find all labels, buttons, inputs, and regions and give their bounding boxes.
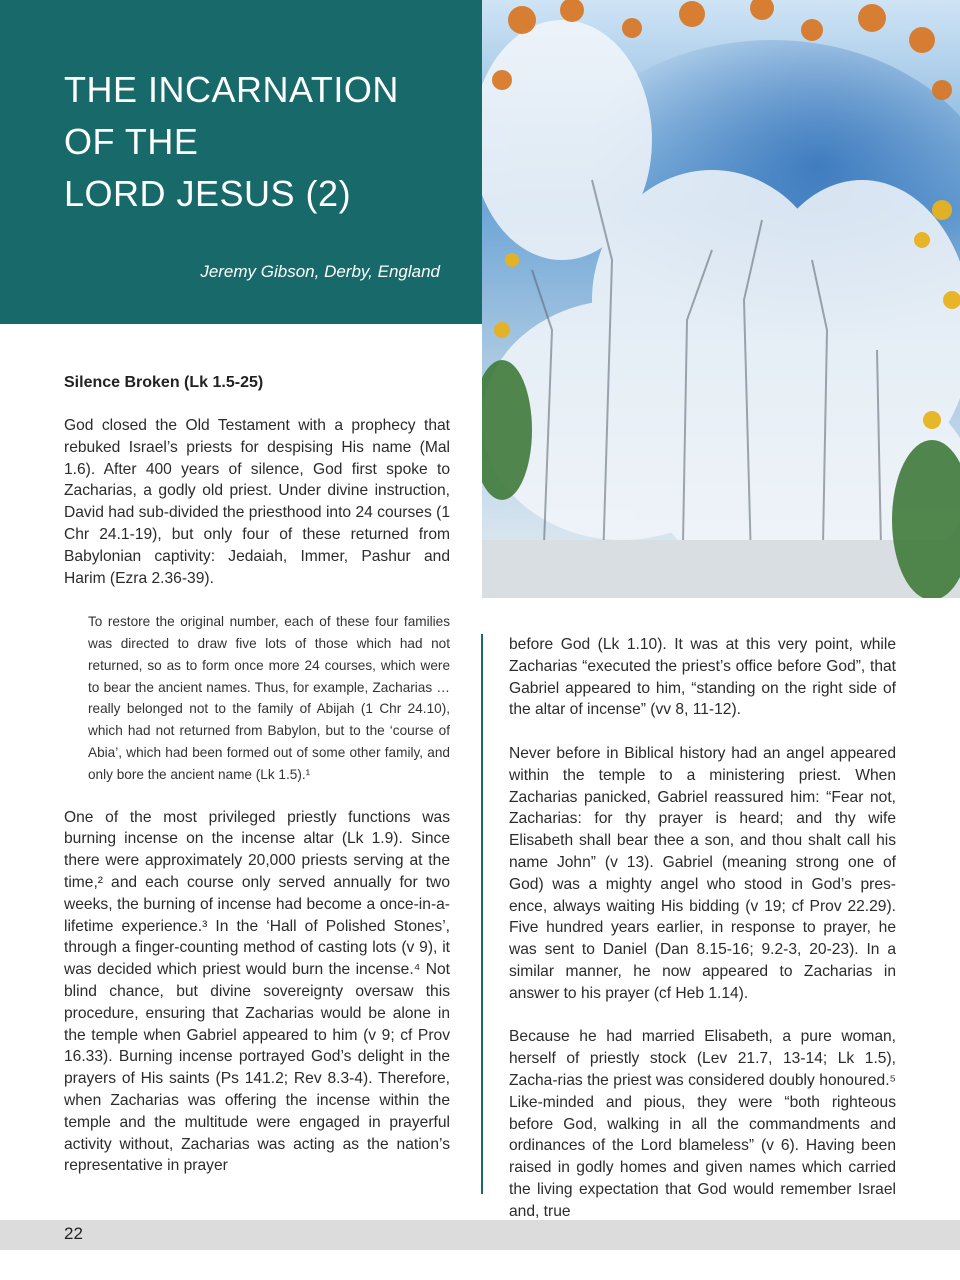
title-line-2: OF THE <box>64 121 199 162</box>
paragraph: before God (Lk 1.10). It was at this very point, while Zacharias “executed the priest’s office before God”, that Gabriel appeared to him, “standing on the right side of the altar of incense” (vv 8, 11-12). <box>509 636 896 719</box>
article-title <box>64 64 464 220</box>
title-line-3: LORD JESUS (2) <box>64 173 352 214</box>
section-heading: Silence Broken (Lk 1.5-25) <box>64 374 264 391</box>
title-line-1: THE INCARNATION <box>64 69 399 110</box>
right-column <box>509 634 896 1244</box>
paragraph: God closed the Old Testament with a prophecy that rebuked Israel’s priests for despising His name (Mal 1.6). After 400 years of silence, God first spoke to Zacharias, a godly old priest. Under divine instruction, David had sub-divided the priesthood into 24 courses (1 Chr 24.1-19), but only four of these returned from Babylonian captivity: Jedaiah, Immer, Pashur and Harim (Ezra 2.36-39). <box>64 417 450 587</box>
paragraph: Because he had married Elisabeth, a pure woman, herself of priestly stock (Lev 21.7, 13-14; Lk 1.5), Zacha-rias the priest was considered doubly honoured.⁵ Like-minded and pious, they were “both righteous before God, walking in all the commandments and ordinances of the Lord blameless” (v 6). Having been raised in godly homes and given names which carried the living expectation that God would remember Israel and, true <box>509 1028 896 1220</box>
page-number: 22 <box>64 1224 83 1243</box>
author-byline: Jeremy Gibson, Derby, England <box>200 262 440 281</box>
left-column <box>64 372 450 1199</box>
footer-bar <box>0 1220 960 1250</box>
block-quote: To restore the original number, each of these four families was directed to draw five lots of those which had not returned, so as to form once more 24 courses, which were to bear the ancient names. Thus, for example, Zacharias … really belonged not to the family of Abijah (1 Chr 24.10), which had not returned from Babylon, but to the ‘course of Abia’, which had been formed out of some other family, and only bore the ancient name (Lk 1.5).¹ <box>88 614 450 782</box>
title-panel <box>0 0 482 324</box>
frosted-forest-photo <box>482 0 960 598</box>
paragraph: Never before in Biblical history had an angel appeared within the temple to a ministering priest. When Zacharias panicked, Gabriel reassured him: “Fear not, Zacharias: for thy prayer is heard; and thy wife Elisabeth shall bear thee a son, and thou shalt call his name John” (v 13). Gabriel (meaning strong one of God) was a mighty angel who stood in God’s pres-ence, always waiting His bidding (v 19; cf Prov 22.29). Five hundred years earlier, in response to prayer, he was sent to Daniel (Dan 8.15-16; 9.2-3, 20-23). In a similar manner, he now appeared to Zacharias in answer to his prayer (cf Heb 1.14). <box>509 744 896 1002</box>
paragraph: One of the most privileged priestly functions was burning incense on the incense altar (Lk 1.9). Since there were approximately 20,000 priests serving at the time,² and each course only served annually for two weeks, the burning of incense had become a once-in-a-lifetime experience.³ In the ‘Hall of Polished Stones’, through a finger-counting method of casting lots (v 9), it was decided which priest would burn the incense.⁴ Not blind chance, but divine sovereignty oversaw this procedure, ensuring that Zacharias would be alone in the temple when Gabriel appeared to him (v 9; cf Prov 16.33). Burning incense portrayed God’s delight in the prayers of His saints (Ps 141.2; Rev 8.3-4). Therefore, when Zacharias was offering the incense within the temple and the multitude were engaged in prayerful activity without, Zacharias was acting as the nation’s representative in prayer <box>64 808 450 1175</box>
column-divider <box>481 634 483 1194</box>
